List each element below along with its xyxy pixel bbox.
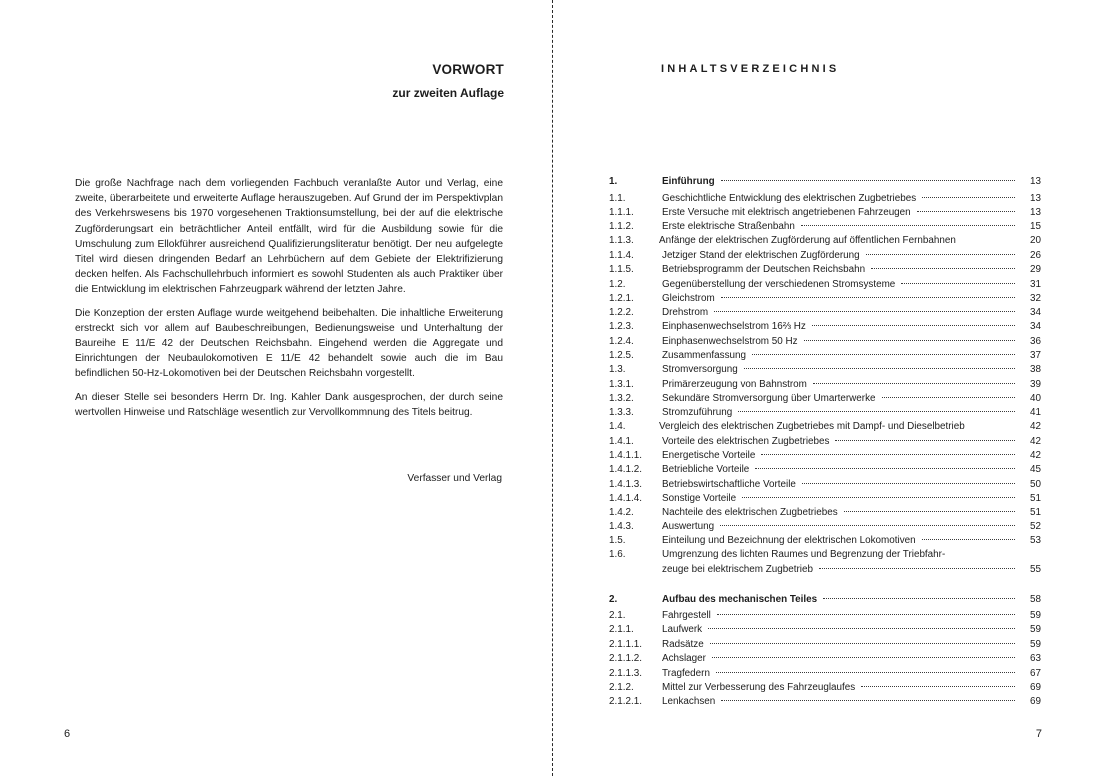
toc-dot-leader (801, 225, 1015, 226)
toc-entry-page: 59 (1030, 639, 1041, 650)
toc-entry-number: 1.1.2. (609, 221, 634, 232)
toc-dot-leader (804, 340, 1015, 341)
vorwort-body (75, 176, 503, 428)
toc-entry-main (662, 264, 1041, 275)
toc-entry-title: Betriebswirtschaftliche Vorteile (662, 479, 796, 490)
toc-entry-title: Geschichtliche Entwicklung des elektrischen Zugbetriebes (662, 193, 917, 204)
toc-dot-leader (752, 354, 1015, 355)
toc-entry-title: Einteilung und Bezeichnung der elektrischen Lokomotiven (662, 535, 916, 546)
toc-entry-page: 59 (1030, 610, 1041, 621)
toc-entry-page: 32 (1030, 293, 1041, 304)
toc-entry-number: 2.1.1.3. (609, 668, 642, 679)
toc-entry (609, 393, 1041, 407)
toc-entry-number: 1.4. (609, 421, 626, 432)
toc-entry-title: Erste Versuche mit elektrisch angetriebenen Fahrzeugen (662, 207, 911, 218)
toc-dot-leader (922, 539, 1015, 540)
toc-entry-title: Auswertung (662, 521, 715, 532)
toc-entry-page: 31 (1030, 279, 1041, 290)
toc-entry-main (662, 549, 1041, 560)
toc-dot-leader (710, 643, 1015, 644)
toc-entry-title: Primärerzeugung von Bahnstrom (662, 379, 807, 390)
toc-entry-page: 13 (1030, 193, 1041, 204)
toc-entry-main (662, 379, 1041, 390)
toc-dot-leader (755, 468, 1015, 469)
toc-entry-main (662, 668, 1041, 679)
toc-entry-page: 36 (1030, 336, 1041, 347)
toc-entry-page: 39 (1030, 379, 1041, 390)
toc-dot-leader (761, 454, 1015, 455)
toc-entry-main (662, 221, 1041, 232)
toc-entry-number: 1.3. (609, 364, 626, 375)
toc-entry-main (662, 639, 1041, 650)
toc-entry-main (662, 307, 1041, 318)
toc-dot-leader (871, 268, 1015, 269)
toc-entry (609, 549, 1041, 563)
toc-entry-title: Nachteile des elektrischen Zugbetriebes (662, 507, 838, 518)
toc-dot-leader (823, 598, 1015, 599)
toc-entry-number: 1.4.1.4. (609, 493, 642, 504)
toc-entry-number: 1.1.1. (609, 207, 634, 218)
toc-entry-title: Vergleich des elektrischen Zugbetriebes mit Dampf- und Dieselbetrieb (659, 421, 965, 432)
toc-entry-page: 40 (1030, 393, 1041, 404)
toc-entry (609, 221, 1041, 235)
toc-entry-title: Erste elektrische Straßenbahn (662, 221, 795, 232)
toc-entry-number: 1.4.3. (609, 521, 634, 532)
toc-entry-main (662, 407, 1041, 418)
toc-entry-title: Gegenüberstellung der verschiedenen Stromsysteme (662, 279, 896, 290)
toc-entry-number: 1.2.2. (609, 307, 634, 318)
toc-dot-leader (861, 686, 1015, 687)
toc-entry (609, 279, 1041, 293)
toc-entry-title: Energetische Vorteile (662, 450, 756, 461)
toc-entry-page: 51 (1030, 507, 1041, 518)
toc-entry-title: Anfänge der elektrischen Zugförderung auf öffentlichen Fernbahnen (659, 235, 956, 246)
toc-entry-number: 1.3.3. (609, 407, 634, 418)
toc-entry-title: zeuge bei elektrischem Zugbetrieb (662, 564, 813, 575)
toc-entry-main (662, 507, 1041, 518)
toc-entry-number: 1.1.3. (609, 235, 634, 246)
toc-entry-title: Betriebliche Vorteile (662, 464, 750, 475)
toc-dot-leader (922, 197, 1015, 198)
toc-entry-number: 2.1.1.1. (609, 639, 642, 650)
toc-entry-page: 69 (1030, 696, 1041, 707)
toc-entry-number: 1.2.4. (609, 336, 634, 347)
toc-entry-number: 1.1.4. (609, 250, 634, 261)
toc-entry-page: 42 (1030, 450, 1041, 461)
toc-entry-page: 67 (1030, 668, 1041, 679)
toc-entry (609, 479, 1041, 493)
toc-entry (609, 364, 1041, 378)
toc-entry-title: Aufbau des mechanischen Teiles (662, 594, 818, 605)
toc-entry (609, 521, 1041, 535)
toc-entry-number: 1.2.3. (609, 321, 634, 332)
toc-entry (609, 293, 1041, 307)
toc-entry-number: 2.1.2.1. (609, 696, 642, 707)
toc-entry-title: Einphasenwechselstrom 50 Hz (662, 336, 798, 347)
toc-entry-number: 1.4.1. (609, 436, 634, 447)
toc-dot-leader (738, 411, 1015, 412)
toc-entry-title: Betriebsprogramm der Deutschen Reichsbahn (662, 264, 866, 275)
toc-entry-page: 34 (1030, 307, 1041, 318)
toc-entry-page: 15 (1030, 221, 1041, 232)
toc-entry-number: 2.1. (609, 610, 626, 621)
toc-entry-main (662, 279, 1041, 290)
toc-entry-title: Gleichstrom (662, 293, 715, 304)
toc-entry-title: Zusammenfassung (662, 350, 746, 361)
toc-entry-title: Laufwerk (662, 624, 703, 635)
page-number-right: 7 (1035, 728, 1042, 740)
toc-dot-leader (819, 568, 1015, 569)
toc-entry-title: Fahrgestell (662, 610, 711, 621)
toc-entry-number: 1.4.1.2. (609, 464, 642, 475)
toc-entry-main (662, 176, 1041, 187)
toc-dot-leader (720, 525, 1015, 526)
toc-entry-title: Sonstige Vorteile (662, 493, 737, 504)
toc-entry-main (662, 564, 1041, 575)
vorwort-signature: Verfasser und Verlag (407, 473, 502, 484)
toc-entry-title: Einführung (662, 176, 715, 187)
toc-entry-number: 1.1. (609, 193, 626, 204)
toc-entry-number: 1.1.5. (609, 264, 634, 275)
left-page-vorwort (0, 0, 552, 776)
toc-entry (609, 668, 1041, 682)
toc-entry-title: Tragfedern (662, 668, 710, 679)
toc-dot-leader (813, 383, 1015, 384)
toc-entry-page: 53 (1030, 535, 1041, 546)
toc-entry-main (662, 364, 1041, 375)
toc-entry-page: 34 (1030, 321, 1041, 332)
toc-entry-main (662, 321, 1041, 332)
toc-entry-page: 37 (1030, 350, 1041, 361)
toc-entry-page: 13 (1030, 207, 1041, 218)
toc-entry (609, 696, 1041, 710)
toc-dot-leader (714, 311, 1015, 312)
toc-entry (609, 407, 1041, 421)
toc-entry-title: Sekundäre Stromversorgung über Umarterwerke (662, 393, 876, 404)
toc-entry-number: 2.1.1.2. (609, 653, 642, 664)
toc-entry-main (662, 250, 1041, 261)
toc-list (553, 0, 1106, 776)
toc-entry-title: Stromzuführung (662, 407, 733, 418)
toc-entry (609, 264, 1041, 278)
toc-entry (609, 379, 1041, 393)
toc-entry-number: 1. (609, 176, 618, 187)
toc-entry (609, 307, 1041, 321)
toc-entry-main (662, 682, 1041, 693)
toc-entry (609, 207, 1041, 221)
toc-entry-main (662, 350, 1041, 361)
toc-entry-page: 51 (1030, 493, 1041, 504)
toc-entry (609, 653, 1041, 667)
toc-entry-number: 1.2.1. (609, 293, 634, 304)
toc-dot-leader (708, 628, 1015, 629)
toc-entry-main (662, 696, 1041, 707)
toc-dot-leader (721, 700, 1015, 701)
toc-entry-page: 50 (1030, 479, 1041, 490)
toc-entry-main (662, 464, 1041, 475)
toc-dot-leader (802, 483, 1015, 484)
toc-entry-main (662, 293, 1041, 304)
toc-entry (609, 610, 1041, 624)
toc-dot-leader (744, 368, 1015, 369)
toc-entry-main (662, 653, 1041, 664)
toc-entry (609, 450, 1041, 464)
toc-entry-title: Einphasenwechselstrom 16⅔ Hz (662, 321, 806, 332)
vorwort-title: VORWORT (432, 62, 504, 77)
toc-entry-page: 38 (1030, 364, 1041, 375)
toc-entry-title: Stromversorgung (662, 364, 738, 375)
toc-dot-leader (712, 657, 1015, 658)
toc-entry-main (662, 336, 1041, 347)
toc-entry-title: Jetziger Stand der elektrischen Zugförderung (662, 250, 860, 261)
toc-entry (609, 193, 1041, 207)
vorwort-paragraph: Die Konzeption der ersten Auflage wurde weitgehend beibehalten. Die inhaltliche Erweiterung erstreckt sich vor allem auf Baubeschreibungen, Bedienungsweise und Unterhaltung der Baureihe E 11/E 42 der Deutschen Reichsbahn. Eingehend werden die Aggregate und Einrichtungen der Neubaulokomotiven E 11/E 42 behandelt sowie auch die im Bau befindlichen 50-Hz-Lokomotiven bei der Deutschen Reichsbahn vorgestellt. (75, 307, 503, 380)
toc-entry-number: 1.4.1.1. (609, 450, 642, 461)
toc-entry-number: 1.3.1. (609, 379, 634, 390)
toc-entry-page: 52 (1030, 521, 1041, 532)
toc-entry-page: 59 (1030, 624, 1041, 635)
toc-dot-leader (882, 397, 1015, 398)
toc-dot-leader (844, 511, 1015, 512)
toc-entry (609, 321, 1041, 335)
toc-entry-page: 29 (1030, 264, 1041, 275)
toc-entry-main (662, 479, 1041, 490)
right-page-toc (553, 0, 1106, 776)
toc-entry (609, 682, 1041, 696)
toc-entry-main (662, 207, 1041, 218)
toc-entry (609, 639, 1041, 653)
toc-entry (609, 464, 1041, 478)
toc-entry-page: 42 (1030, 421, 1041, 432)
toc-entry-number: 1.4.1.3. (609, 479, 642, 490)
toc-entry-main (659, 421, 1041, 432)
toc-entry-title: Drehstrom (662, 307, 709, 318)
toc-entry-main (662, 610, 1041, 621)
toc-entry-title: Mittel zur Verbesserung des Fahrzeuglaufes (662, 682, 856, 693)
toc-entry-main (659, 235, 1041, 246)
toc-entry-page: 63 (1030, 653, 1041, 664)
toc-entry (609, 564, 1041, 578)
toc-entry-main (662, 535, 1041, 546)
toc-entry (609, 250, 1041, 264)
toc-entry-main (662, 193, 1041, 204)
toc-entry-page: 20 (1030, 235, 1041, 246)
toc-entry (609, 336, 1041, 350)
toc-entry-title: Vorteile des elektrischen Zugbetriebes (662, 436, 830, 447)
toc-entry (609, 507, 1041, 521)
toc-entry-main (662, 521, 1041, 532)
toc-entry-number: 2.1.1. (609, 624, 634, 635)
toc-entry (609, 493, 1041, 507)
toc-entry (609, 436, 1041, 450)
toc-entry-page: 13 (1030, 176, 1041, 187)
toc-entry (609, 235, 1041, 249)
toc-entry-title: Umgrenzung des lichten Raumes und Begrenzung der Triebfahr- (662, 549, 946, 560)
toc-entry (609, 176, 1041, 190)
toc-dot-leader (742, 497, 1015, 498)
toc-entry-title: Lenkachsen (662, 696, 716, 707)
toc-dot-leader (716, 672, 1015, 673)
toc-entry-page: 58 (1030, 594, 1041, 605)
toc-dot-leader (721, 180, 1015, 181)
toc-entry-main (662, 624, 1041, 635)
toc-dot-leader (901, 283, 1015, 284)
toc-entry (609, 624, 1041, 638)
toc-entry-main (662, 436, 1041, 447)
toc-entry (609, 350, 1041, 364)
toc-entry-number: 1.6. (609, 549, 626, 560)
toc-entry-number: 1.4.2. (609, 507, 634, 518)
toc-entry-page: 45 (1030, 464, 1041, 475)
toc-dot-leader (866, 254, 1015, 255)
vorwort-subtitle: zur zweiten Auflage (392, 86, 504, 100)
vorwort-paragraph: An dieser Stelle sei besonders Herrn Dr. Ing. Kahler Dank ausgesprochen, der durch seine wertvollen Hinweise und Ratschläge wesentlich zur Vervollkommnung des Titels beitrug. (75, 391, 503, 418)
toc-entry-number: 2.1.2. (609, 682, 634, 693)
toc-dot-leader (917, 211, 1015, 212)
toc-dot-leader (812, 325, 1015, 326)
toc-entry-number: 1.5. (609, 535, 626, 546)
vorwort-paragraph: Die große Nachfrage nach dem vorliegenden Fachbuch veranlaßte Autor und Verlag, eine zweite, überarbeitete und erweiterte Auflage herauszugeben. Auf Grund der im Perspektivplan des Verkehrswesens bis 1970 vorgesehenen Traktionsumstellung, bei der auf die elektrische Zugförderungsart ein beträchtlicher Anteil entfällt, wird für die Ausbildung sowie für die Umschulung zum Ellokführer ausreichend Qualifizierungsliteratur benötigt. Der neu aufgelegte Titel wird diesen dringenden Bedarf an Lehrbüchern auf dem Gebiete der Elektrifizierung decken helfen. Als Fachschullehrbuch informiert es sowohl Studenten als auch Praktiker über die Entwicklung im elektrischen Fahrzeugpark während der letzten Jahre. (75, 178, 503, 296)
toc-dot-leader (835, 440, 1015, 441)
toc-entry-page: 69 (1030, 682, 1041, 693)
toc-entry-page: 55 (1030, 564, 1041, 575)
toc-dot-leader (717, 614, 1015, 615)
toc-dot-leader (721, 297, 1015, 298)
toc-entry-main (662, 393, 1041, 404)
toc-entry-main (662, 493, 1041, 504)
toc-entry (609, 421, 1041, 435)
toc-entry-main (662, 594, 1041, 605)
toc-entry-number: 1.2.5. (609, 350, 634, 361)
toc-entry-page: 26 (1030, 250, 1041, 261)
toc-entry (609, 594, 1041, 608)
toc-entry-page: 41 (1030, 407, 1041, 418)
toc-entry-title: Radsätze (662, 639, 704, 650)
toc-entry-number: 1.3.2. (609, 393, 634, 404)
toc-entry-main (662, 450, 1041, 461)
toc-entry-title: Achslager (662, 653, 706, 664)
toc-title: INHALTSVERZEICHNIS (661, 63, 840, 75)
page-number-left: 6 (64, 728, 71, 740)
toc-entry-number: 1.2. (609, 279, 626, 290)
toc-entry (609, 535, 1041, 549)
toc-entry-number: 2. (609, 594, 618, 605)
toc-entry-page: 42 (1030, 436, 1041, 447)
